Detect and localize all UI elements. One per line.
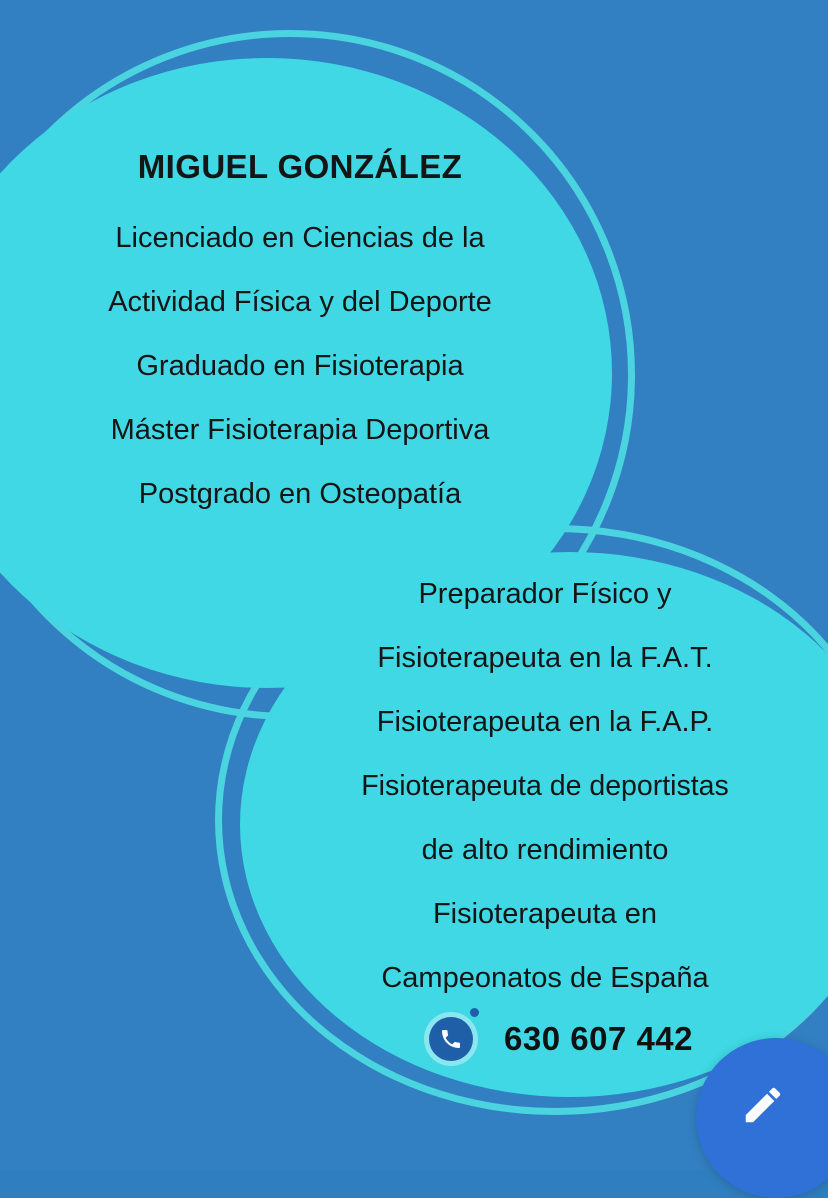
credential-line: Postgrado en Osteopatía (138, 478, 462, 510)
credential-line: Licenciado en Ciencias de la (115, 222, 485, 254)
experience-line: Preparador Físico y (418, 578, 672, 610)
credential-line: Actividad Física y del Deporte (108, 286, 492, 318)
person-name: MIGUEL GONZÁLEZ (137, 148, 463, 185)
credentials-block (0, 148, 600, 526)
experience-line: Fisioterapeuta de deportistas (361, 770, 729, 802)
phone-contact[interactable] (420, 1008, 693, 1070)
credential-line: Graduado en Fisioterapia (136, 350, 464, 382)
experience-line: Campeonatos de España (381, 962, 709, 994)
phone-icon (420, 1008, 482, 1070)
experience-line: Fisioterapeuta en la F.A.P. (376, 706, 714, 738)
experience-line: de alto rendimiento (421, 834, 669, 866)
experience-block (255, 562, 828, 1010)
phone-number[interactable]: 630 607 442 (504, 1020, 694, 1057)
credential-line: Máster Fisioterapia Deportiva (110, 414, 490, 446)
experience-line: Fisioterapeuta en (432, 898, 658, 930)
experience-line: Fisioterapeuta en la F.A.T. (377, 642, 713, 674)
pencil-icon (740, 1082, 786, 1133)
